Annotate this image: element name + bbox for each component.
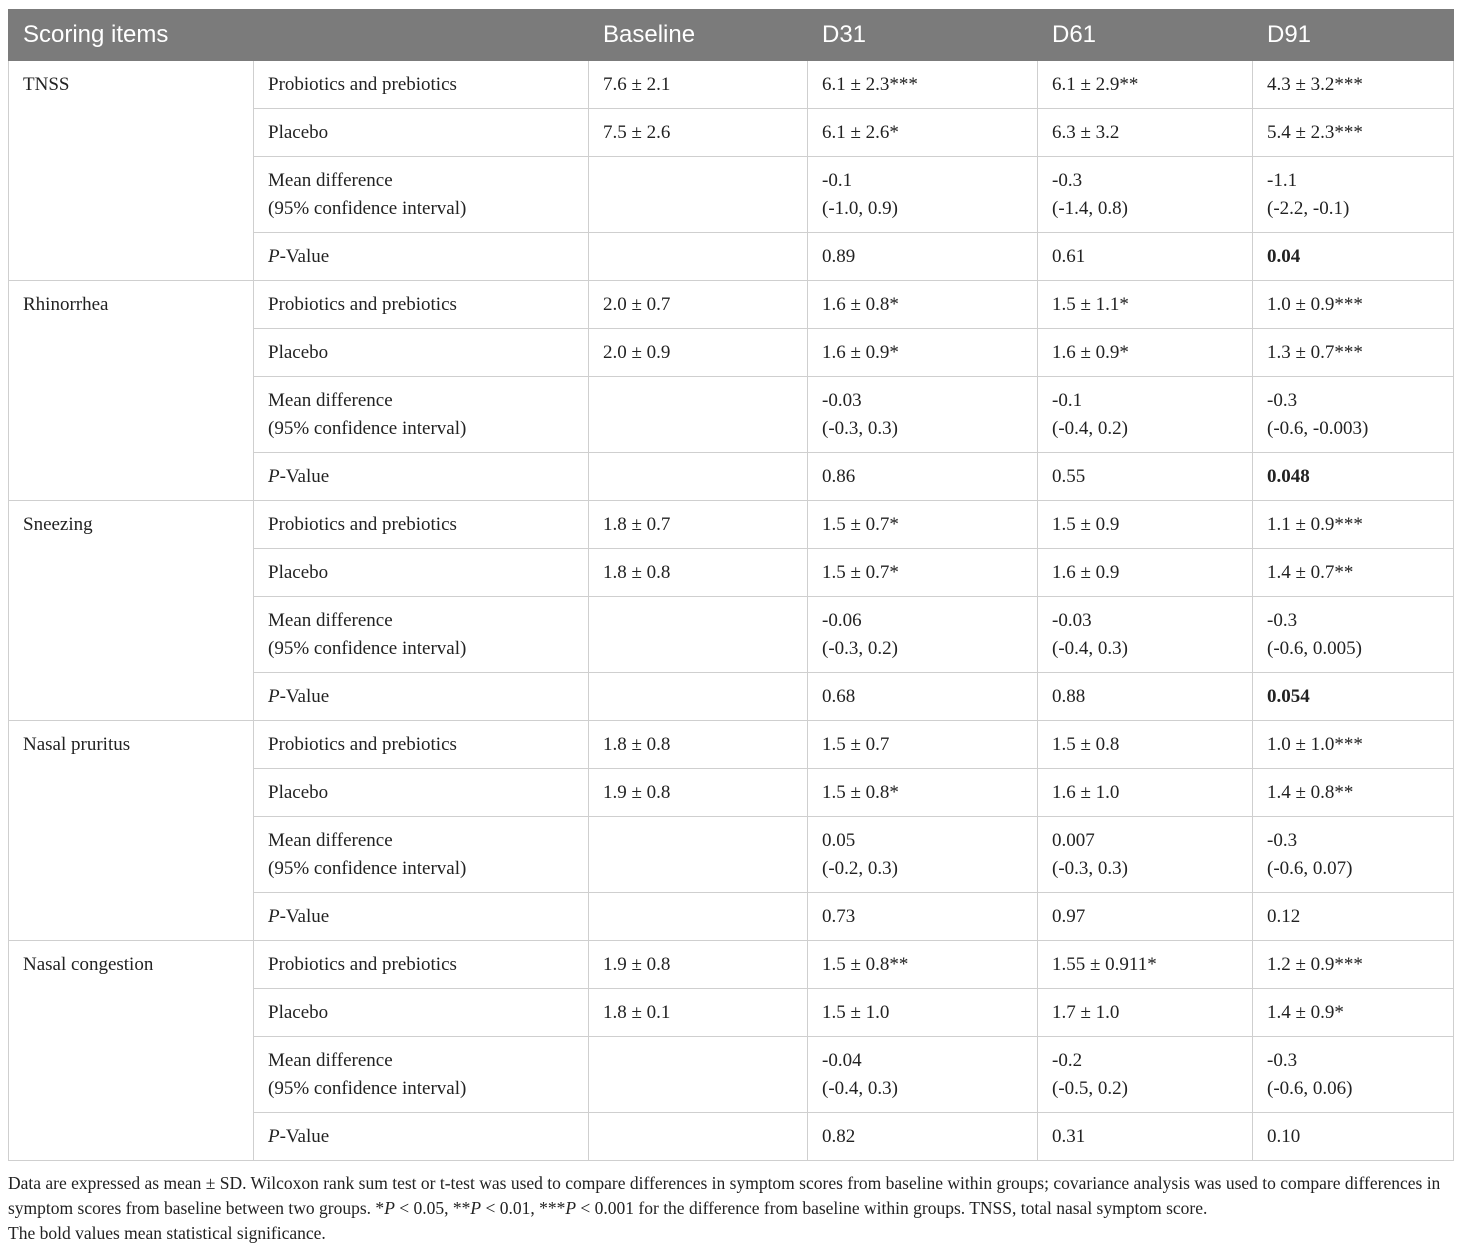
mean-difference-label: Mean difference (95% confidence interval) xyxy=(254,157,589,233)
baseline-cell: 1.9 ± 0.8 xyxy=(589,769,808,817)
d61-cell: 0.61 xyxy=(1038,233,1253,281)
mean-difference-label: Mean difference (95% confidence interval) xyxy=(254,377,589,453)
baseline-cell: 1.8 ± 0.1 xyxy=(589,989,808,1037)
empty-cell xyxy=(589,453,808,501)
empty-cell xyxy=(9,109,254,157)
table-row xyxy=(9,157,1454,233)
header-group xyxy=(254,10,589,61)
d61-cell: -0.03 (-0.4, 0.3) xyxy=(1038,597,1253,673)
mean-difference-label: Mean difference (95% confidence interval) xyxy=(254,1037,589,1113)
d91-cell: 0.12 xyxy=(1253,893,1454,941)
d31-cell: 1.5 ± 0.7* xyxy=(808,549,1038,597)
d31-cell: 1.5 ± 0.7* xyxy=(808,501,1038,549)
empty-cell xyxy=(589,157,808,233)
empty-cell xyxy=(9,233,254,281)
group-label: Placebo xyxy=(254,329,589,377)
scoring-item-label: Nasal pruritus xyxy=(9,721,254,769)
d61-cell: 0.31 xyxy=(1038,1113,1253,1161)
baseline-cell: 2.0 ± 0.9 xyxy=(589,329,808,377)
d61-cell: 6.3 ± 3.2 xyxy=(1038,109,1253,157)
d61-cell: 0.88 xyxy=(1038,673,1253,721)
baseline-cell: 1.9 ± 0.8 xyxy=(589,941,808,989)
d31-cell: 1.6 ± 0.9* xyxy=(808,329,1038,377)
table-row xyxy=(9,673,1454,721)
d91-cell-significant: 0.054 xyxy=(1253,673,1454,721)
table-row xyxy=(9,893,1454,941)
group-label: Placebo xyxy=(254,549,589,597)
d31-cell: 0.05 (-0.2, 0.3) xyxy=(808,817,1038,893)
d61-cell: 1.5 ± 0.9 xyxy=(1038,501,1253,549)
baseline-cell: 1.8 ± 0.8 xyxy=(589,549,808,597)
table-row xyxy=(9,817,1454,893)
d91-cell: -0.3 (-0.6, -0.003) xyxy=(1253,377,1454,453)
d31-cell: 0.68 xyxy=(808,673,1038,721)
empty-cell xyxy=(589,893,808,941)
d91-cell: 1.0 ± 0.9*** xyxy=(1253,281,1454,329)
d31-cell: 1.5 ± 0.7 xyxy=(808,721,1038,769)
group-label: Probiotics and prebiotics xyxy=(254,281,589,329)
d61-cell: 1.6 ± 0.9* xyxy=(1038,329,1253,377)
d91-cell: -0.3 (-0.6, 0.07) xyxy=(1253,817,1454,893)
group-label: Probiotics and prebiotics xyxy=(254,501,589,549)
d91-cell: 1.4 ± 0.7** xyxy=(1253,549,1454,597)
d31-cell: 1.5 ± 0.8** xyxy=(808,941,1038,989)
empty-cell xyxy=(9,157,254,233)
d91-cell: -0.3 (-0.6, 0.06) xyxy=(1253,1037,1454,1113)
header-scoring-items: Scoring items xyxy=(9,10,254,61)
d61-cell: -0.1 (-0.4, 0.2) xyxy=(1038,377,1253,453)
empty-cell xyxy=(9,893,254,941)
table-row xyxy=(9,769,1454,817)
header-baseline: Baseline xyxy=(589,10,808,61)
p-value-label: P-Value xyxy=(254,453,589,501)
d91-cell: 1.3 ± 0.7*** xyxy=(1253,329,1454,377)
d91-cell: 1.2 ± 0.9*** xyxy=(1253,941,1454,989)
table-row xyxy=(9,61,1454,109)
d31-cell: 0.82 xyxy=(808,1113,1038,1161)
header-d91: D91 xyxy=(1253,10,1454,61)
empty-cell xyxy=(589,673,808,721)
empty-cell xyxy=(589,1037,808,1113)
d31-cell: 1.6 ± 0.8* xyxy=(808,281,1038,329)
group-label: Placebo xyxy=(254,769,589,817)
scoring-item-label: Nasal congestion xyxy=(9,941,254,989)
table-row xyxy=(9,989,1454,1037)
d91-cell: 4.3 ± 3.2*** xyxy=(1253,61,1454,109)
d91-cell: 1.4 ± 0.8** xyxy=(1253,769,1454,817)
empty-cell xyxy=(9,377,254,453)
table-row xyxy=(9,597,1454,673)
header-d61: D61 xyxy=(1038,10,1253,61)
d31-cell: 1.5 ± 0.8* xyxy=(808,769,1038,817)
scoring-item-label: Sneezing xyxy=(9,501,254,549)
d61-cell: 1.6 ± 0.9 xyxy=(1038,549,1253,597)
d31-cell: -0.06 (-0.3, 0.2) xyxy=(808,597,1038,673)
d61-cell: 1.7 ± 1.0 xyxy=(1038,989,1253,1037)
d31-cell: 0.86 xyxy=(808,453,1038,501)
d61-cell: 1.6 ± 1.0 xyxy=(1038,769,1253,817)
d91-cell: 5.4 ± 2.3*** xyxy=(1253,109,1454,157)
d91-cell: 0.10 xyxy=(1253,1113,1454,1161)
d61-cell: -0.2 (-0.5, 0.2) xyxy=(1038,1037,1253,1113)
empty-cell xyxy=(9,329,254,377)
empty-cell xyxy=(9,673,254,721)
d91-cell: -0.3 (-0.6, 0.005) xyxy=(1253,597,1454,673)
table-row xyxy=(9,329,1454,377)
baseline-cell: 7.5 ± 2.6 xyxy=(589,109,808,157)
empty-cell xyxy=(9,549,254,597)
p-value-label: P-Value xyxy=(254,893,589,941)
table-row xyxy=(9,501,1454,549)
d61-cell: 1.55 ± 0.911* xyxy=(1038,941,1253,989)
group-label: Placebo xyxy=(254,109,589,157)
p-value-label: P-Value xyxy=(254,1113,589,1161)
p-value-label: P-Value xyxy=(254,233,589,281)
table-row xyxy=(9,549,1454,597)
d31-cell: 1.5 ± 1.0 xyxy=(808,989,1038,1037)
table-row xyxy=(9,233,1454,281)
table-row xyxy=(9,377,1454,453)
d61-cell: 1.5 ± 0.8 xyxy=(1038,721,1253,769)
empty-cell xyxy=(9,597,254,673)
d61-cell: 0.55 xyxy=(1038,453,1253,501)
table-row xyxy=(9,109,1454,157)
baseline-cell: 1.8 ± 0.7 xyxy=(589,501,808,549)
d31-cell: 6.1 ± 2.6* xyxy=(808,109,1038,157)
baseline-cell: 7.6 ± 2.1 xyxy=(589,61,808,109)
empty-cell xyxy=(9,453,254,501)
table-row xyxy=(9,453,1454,501)
d91-cell: 1.0 ± 1.0*** xyxy=(1253,721,1454,769)
d91-cell: 1.1 ± 0.9*** xyxy=(1253,501,1454,549)
d31-cell: 0.73 xyxy=(808,893,1038,941)
footnote-line-1: Data are expressed as mean ± SD. Wilcoxon rank sum test or t-test was used to compare differences in symptom scores from baseline within groups; covariance analysis was used to compare differences in symptom scores from baseline between two groups. *P < 0.05, **P < 0.01, ***P < 0.001 for the difference from baseline within groups. TNSS, total nasal symptom score. xyxy=(8,1173,1441,1218)
empty-cell xyxy=(589,817,808,893)
d61-cell: 0.97 xyxy=(1038,893,1253,941)
empty-cell xyxy=(589,1113,808,1161)
d31-cell: -0.1 (-1.0, 0.9) xyxy=(808,157,1038,233)
d91-cell-significant: 0.048 xyxy=(1253,453,1454,501)
header-d31: D31 xyxy=(808,10,1038,61)
table-row xyxy=(9,721,1454,769)
empty-cell xyxy=(9,769,254,817)
table-row xyxy=(9,1113,1454,1161)
table-row xyxy=(9,281,1454,329)
group-label: Probiotics and prebiotics xyxy=(254,61,589,109)
table-row xyxy=(9,941,1454,989)
d31-cell: 6.1 ± 2.3*** xyxy=(808,61,1038,109)
symptom-scores-table xyxy=(8,9,1454,1161)
d91-cell-significant: 0.04 xyxy=(1253,233,1454,281)
empty-cell xyxy=(9,1113,254,1161)
group-label: Probiotics and prebiotics xyxy=(254,721,589,769)
empty-cell xyxy=(589,597,808,673)
d31-cell: -0.03 (-0.3, 0.3) xyxy=(808,377,1038,453)
baseline-cell: 1.8 ± 0.8 xyxy=(589,721,808,769)
mean-difference-label: Mean difference (95% confidence interval) xyxy=(254,817,589,893)
empty-cell xyxy=(9,1037,254,1113)
footnote-line-2: The bold values mean statistical significance. xyxy=(8,1223,326,1243)
d61-cell: 6.1 ± 2.9** xyxy=(1038,61,1253,109)
d61-cell: 1.5 ± 1.1* xyxy=(1038,281,1253,329)
empty-cell xyxy=(9,989,254,1037)
results-table-container xyxy=(8,9,1453,1161)
d91-cell: -1.1 (-2.2, -0.1) xyxy=(1253,157,1454,233)
group-label: Placebo xyxy=(254,989,589,1037)
empty-cell xyxy=(589,377,808,453)
d61-cell: -0.3 (-1.4, 0.8) xyxy=(1038,157,1253,233)
mean-difference-label: Mean difference (95% confidence interval) xyxy=(254,597,589,673)
scoring-item-label: Rhinorrhea xyxy=(9,281,254,329)
scoring-item-label: TNSS xyxy=(9,61,254,109)
p-value-label: P-Value xyxy=(254,673,589,721)
table-header-row xyxy=(9,10,1454,61)
table-row xyxy=(9,1037,1454,1113)
d61-cell: 0.007 (-0.3, 0.3) xyxy=(1038,817,1253,893)
d91-cell: 1.4 ± 0.9* xyxy=(1253,989,1454,1037)
table-footnote xyxy=(8,1171,1458,1246)
empty-cell xyxy=(589,233,808,281)
baseline-cell: 2.0 ± 0.7 xyxy=(589,281,808,329)
d31-cell: 0.89 xyxy=(808,233,1038,281)
empty-cell xyxy=(9,817,254,893)
group-label: Probiotics and prebiotics xyxy=(254,941,589,989)
d31-cell: -0.04 (-0.4, 0.3) xyxy=(808,1037,1038,1113)
